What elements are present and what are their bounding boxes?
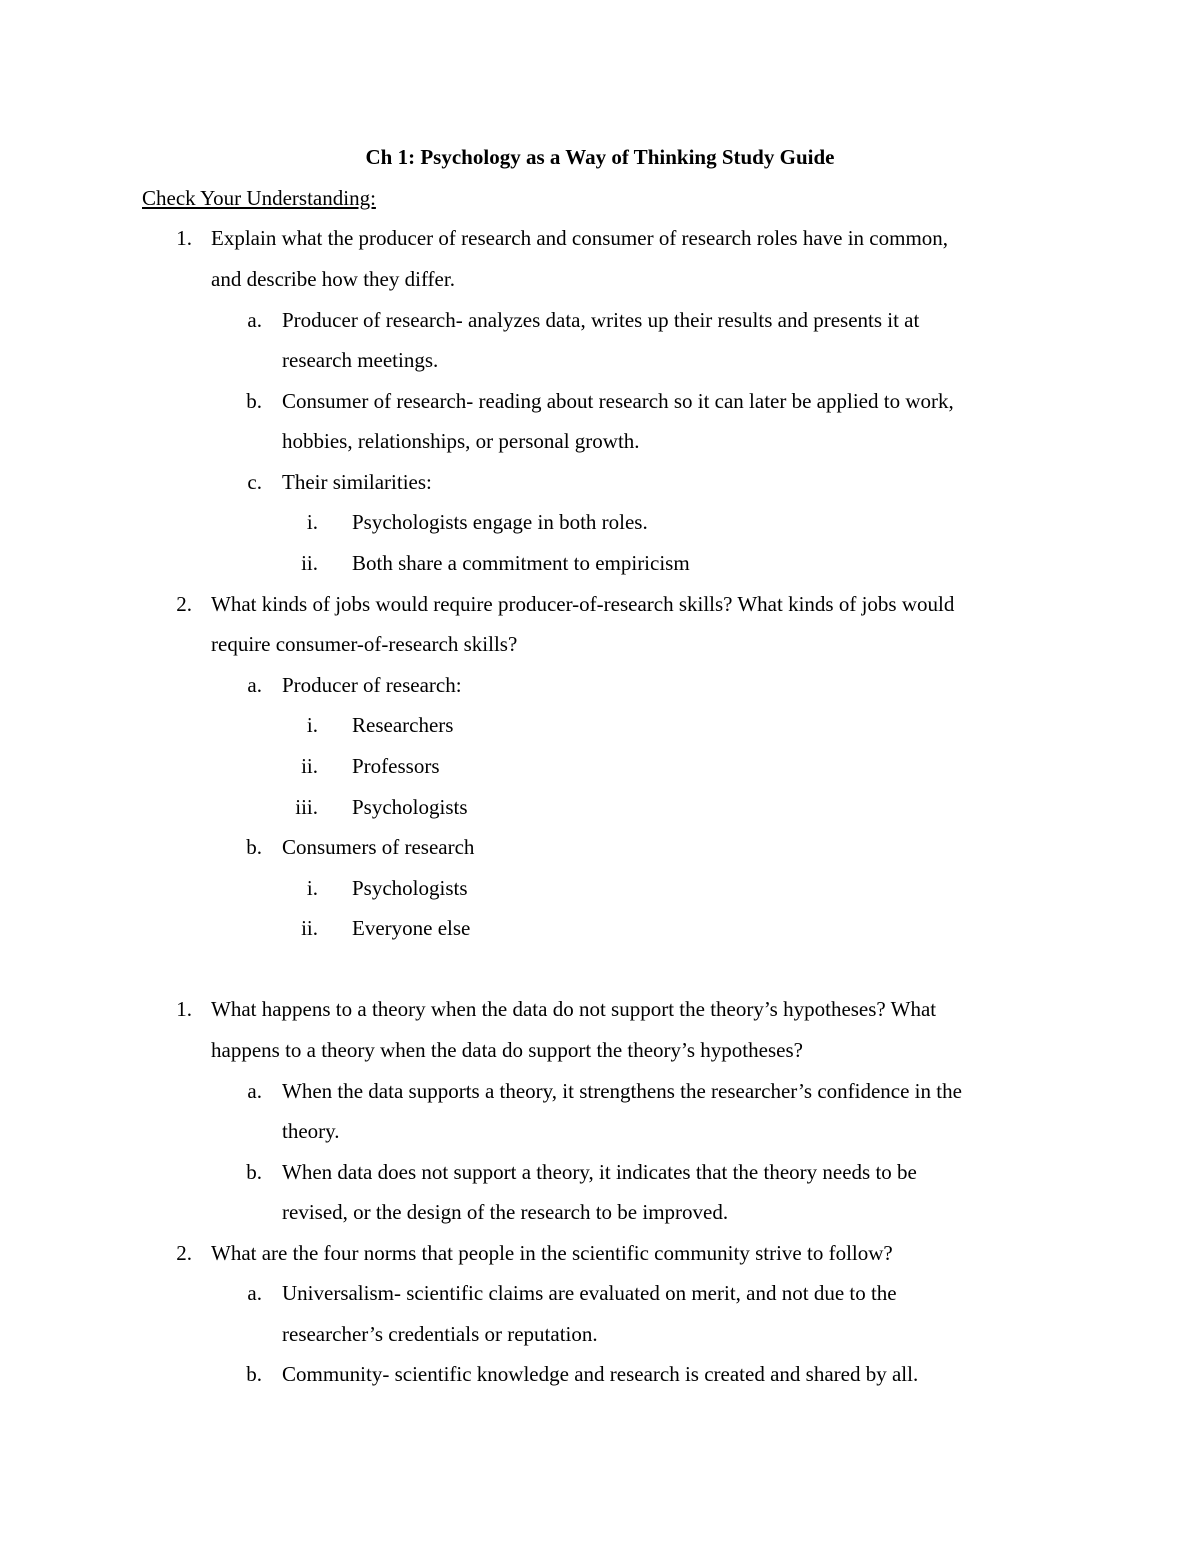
answer-text: When data does not support a theory, it indicates that the theory needs to be [282, 1160, 917, 1184]
item-marker: ii. [301, 754, 318, 778]
answer-text: Psychologists engage in both roles. [352, 510, 648, 534]
answer-text: research meetings. [282, 348, 439, 372]
answer-text: When the data supports a theory, it strengthens the researcher’s confidence in the [282, 1079, 962, 1103]
answer-text: Professors [352, 754, 440, 778]
item-marker: i. [306, 510, 318, 534]
item-marker: a. [247, 673, 262, 697]
answer-text: Researchers [352, 713, 454, 737]
item-marker: a. [247, 1079, 262, 1103]
answer-text: Consumers of research [282, 835, 475, 859]
question-text: What are the four norms that people in the scientific community strive to follow? [211, 1241, 893, 1265]
item-marker: a. [247, 308, 262, 332]
answer-text: Universalism- scientific claims are evaluated on merit, and not due to the [282, 1281, 897, 1305]
item-marker: b. [246, 1160, 262, 1184]
question-text: and describe how they differ. [211, 267, 455, 291]
item-marker: c. [247, 470, 262, 494]
answer-text: Producer of research: [282, 673, 462, 697]
answer-text: researcher’s credentials or reputation. [282, 1322, 598, 1346]
item-marker: ii. [301, 916, 318, 940]
question-text: What kinds of jobs would require producer-of-research skills? What kinds of jobs would [211, 592, 955, 616]
question-text: require consumer-of-research skills? [211, 632, 518, 656]
answer-text: revised, or the design of the research to be improved. [282, 1200, 729, 1224]
item-marker: i. [306, 876, 318, 900]
item-marker: iii. [295, 795, 318, 819]
item-marker: a. [247, 1281, 262, 1305]
item-marker: i. [306, 713, 318, 737]
answer-text: Psychologists [352, 876, 468, 900]
answer-text: Both share a commitment to empiricism [352, 551, 690, 575]
item-number: 2. [176, 1241, 192, 1265]
question-text: Explain what the producer of research and consumer of research roles have in common, [211, 226, 949, 250]
item-marker: b. [246, 835, 262, 859]
item-marker: ii. [301, 551, 318, 575]
answer-text: Community- scientific knowledge and research is created and shared by all. [282, 1362, 919, 1386]
section-heading: Check Your Understanding: [142, 186, 376, 210]
answer-text: theory. [282, 1119, 340, 1143]
answer-text: Consumer of research- reading about research so it can later be applied to work, [282, 389, 954, 413]
document-title: Ch 1: Psychology as a Way of Thinking Study Guide [365, 145, 835, 169]
question-text: What happens to a theory when the data do not support the theory’s hypotheses? What [211, 997, 937, 1021]
answer-text: hobbies, relationships, or personal growth. [282, 429, 640, 453]
item-marker: b. [246, 389, 262, 413]
answer-text: Psychologists [352, 795, 468, 819]
item-marker: b. [246, 1362, 262, 1386]
item-number: 2. [176, 592, 192, 616]
item-number: 1. [176, 226, 192, 250]
answer-text: Everyone else [352, 916, 471, 940]
answer-text: Producer of research- analyzes data, writes up their results and presents it at [282, 308, 920, 332]
item-number: 1. [176, 997, 192, 1021]
answer-text: Their similarities: [282, 470, 432, 494]
question-text: happens to a theory when the data do support the theory’s hypotheses? [211, 1038, 803, 1062]
